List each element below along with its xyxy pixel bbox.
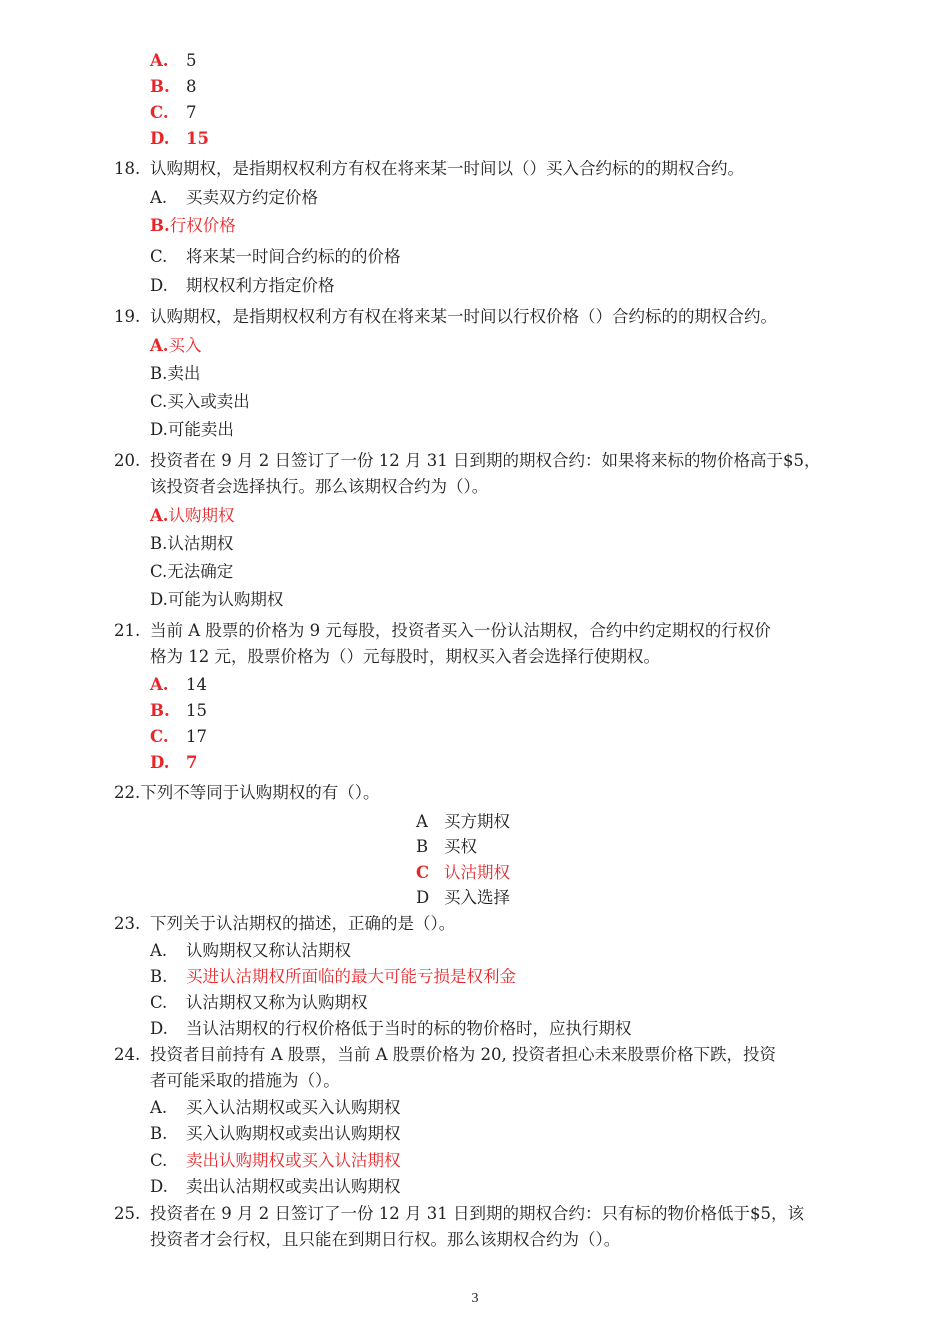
q24-option-b: B. 买入认购期权或卖出认购期权 (150, 1124, 401, 1143)
question-21: 21. 当前 A 股票的价格为 9 元每股，投资者买入一份认沽期权，合约中约定期权的行权价 (114, 621, 771, 640)
q18-option-a: A. 买卖双方约定价格 (150, 188, 318, 207)
question-25-cont: 投资者才会行权，且只能在到期日行权。那么该期权合约为（）。 (150, 1230, 621, 1249)
q22-option-b: B 买权 (416, 837, 477, 856)
q20-option-c: C.无法确定 (150, 562, 234, 581)
option-d-text-answer: 15 (186, 129, 209, 148)
q21-option-b-text: 15 (186, 701, 207, 720)
q20-option-a-answer: A.认购期权 (150, 506, 235, 525)
q23-option-b-answer: B. 买进认沽期权所面临的最大可能亏损是权利金 (150, 967, 516, 986)
q23-option-c: C. 认沽期权又称为认购期权 (150, 993, 368, 1012)
q22-option-c-answer: C 认沽期权 (416, 863, 510, 882)
q24-option-d: D. 卖出认沽期权或卖出认购期权 (150, 1177, 401, 1196)
q18-option-d: D. 期权权利方指定价格 (150, 276, 335, 295)
option-a: A. (150, 51, 169, 70)
q24-option-a: A. 买入认沽期权或买入认购期权 (150, 1098, 401, 1117)
q22-option-d: D 买入选择 (416, 888, 510, 907)
q21-option-a-text: 14 (186, 675, 207, 694)
q21-option-b: B. (150, 701, 170, 720)
option-d: D. (150, 129, 170, 148)
q21-option-c: C. (150, 727, 169, 746)
option-c-text: 7 (186, 103, 197, 122)
question-21-cont: 格为 12 元，股票价格为（）元每股时，期权买入者会选择行使期权。 (150, 647, 660, 666)
q21-option-c-text: 17 (186, 727, 207, 746)
page-number: 3 (471, 1291, 479, 1306)
q21-option-d: D. (150, 753, 170, 772)
question-24-cont: 者可能采取的措施为（）。 (150, 1071, 340, 1090)
question-20-cont: 该投资者会选择执行。那么该期权合约为（）。 (150, 477, 489, 496)
q21-option-a: A. (150, 675, 169, 694)
q23-option-a: A. 认购期权又称认沽期权 (150, 941, 351, 960)
q19-option-b: B.卖出 (150, 364, 201, 383)
q18-option-c: C. 将来某一时间合约标的的价格 (150, 247, 401, 266)
q19-option-c: C.买入或卖出 (150, 392, 250, 411)
question-18: 18. 认购期权，是指期权权利方有权在将来某一时间以（）买入合约标的的期权合约。 (114, 159, 744, 178)
option-b: B. (150, 77, 170, 96)
question-25: 25. 投资者在 9 月 2 日签订了一份 12 月 31 日到期的期权合约：只有标的物价格低于$5，该 (114, 1204, 804, 1223)
q20-option-b: B.认沽期权 (150, 534, 234, 553)
option-c: C. (150, 103, 169, 122)
question-19: 19. 认购期权，是指期权权利方有权在将来某一时间以行权价格（）合约标的的期权合约。 (114, 307, 777, 326)
q24-option-c-answer: C. 卖出认购期权或买入认沽期权 (150, 1151, 401, 1170)
question-23: 23. 下列关于认沽期权的描述，正确的是（）。 (114, 914, 456, 933)
q19-option-a-answer: A.买入 (150, 336, 202, 355)
option-a-text: 5 (186, 51, 197, 70)
q18-option-b-answer: B.行权价格 (150, 216, 236, 235)
q21-option-d-text-answer: 7 (186, 753, 198, 772)
q22-option-a: A 买方期权 (416, 812, 510, 831)
q20-option-d: D.可能为认购期权 (150, 590, 284, 609)
q23-option-d: D. 当认沽期权的行权价格低于当时的标的物价格时，应执行期权 (150, 1019, 632, 1038)
question-22: 22.下列不等同于认购期权的有（）。 (114, 783, 380, 802)
question-20: 20. 投资者在 9 月 2 日签订了一份 12 月 31 日到期的期权合约：如果将来标的物价格高于$5， (114, 451, 821, 470)
q19-option-d: D.可能卖出 (150, 420, 234, 439)
option-b-text: 8 (186, 77, 197, 96)
question-24: 24. 投资者目前持有 A 股票，当前 A 股票价格为 20, 投资者担心未来股票价格下跌，投资 (114, 1045, 777, 1064)
